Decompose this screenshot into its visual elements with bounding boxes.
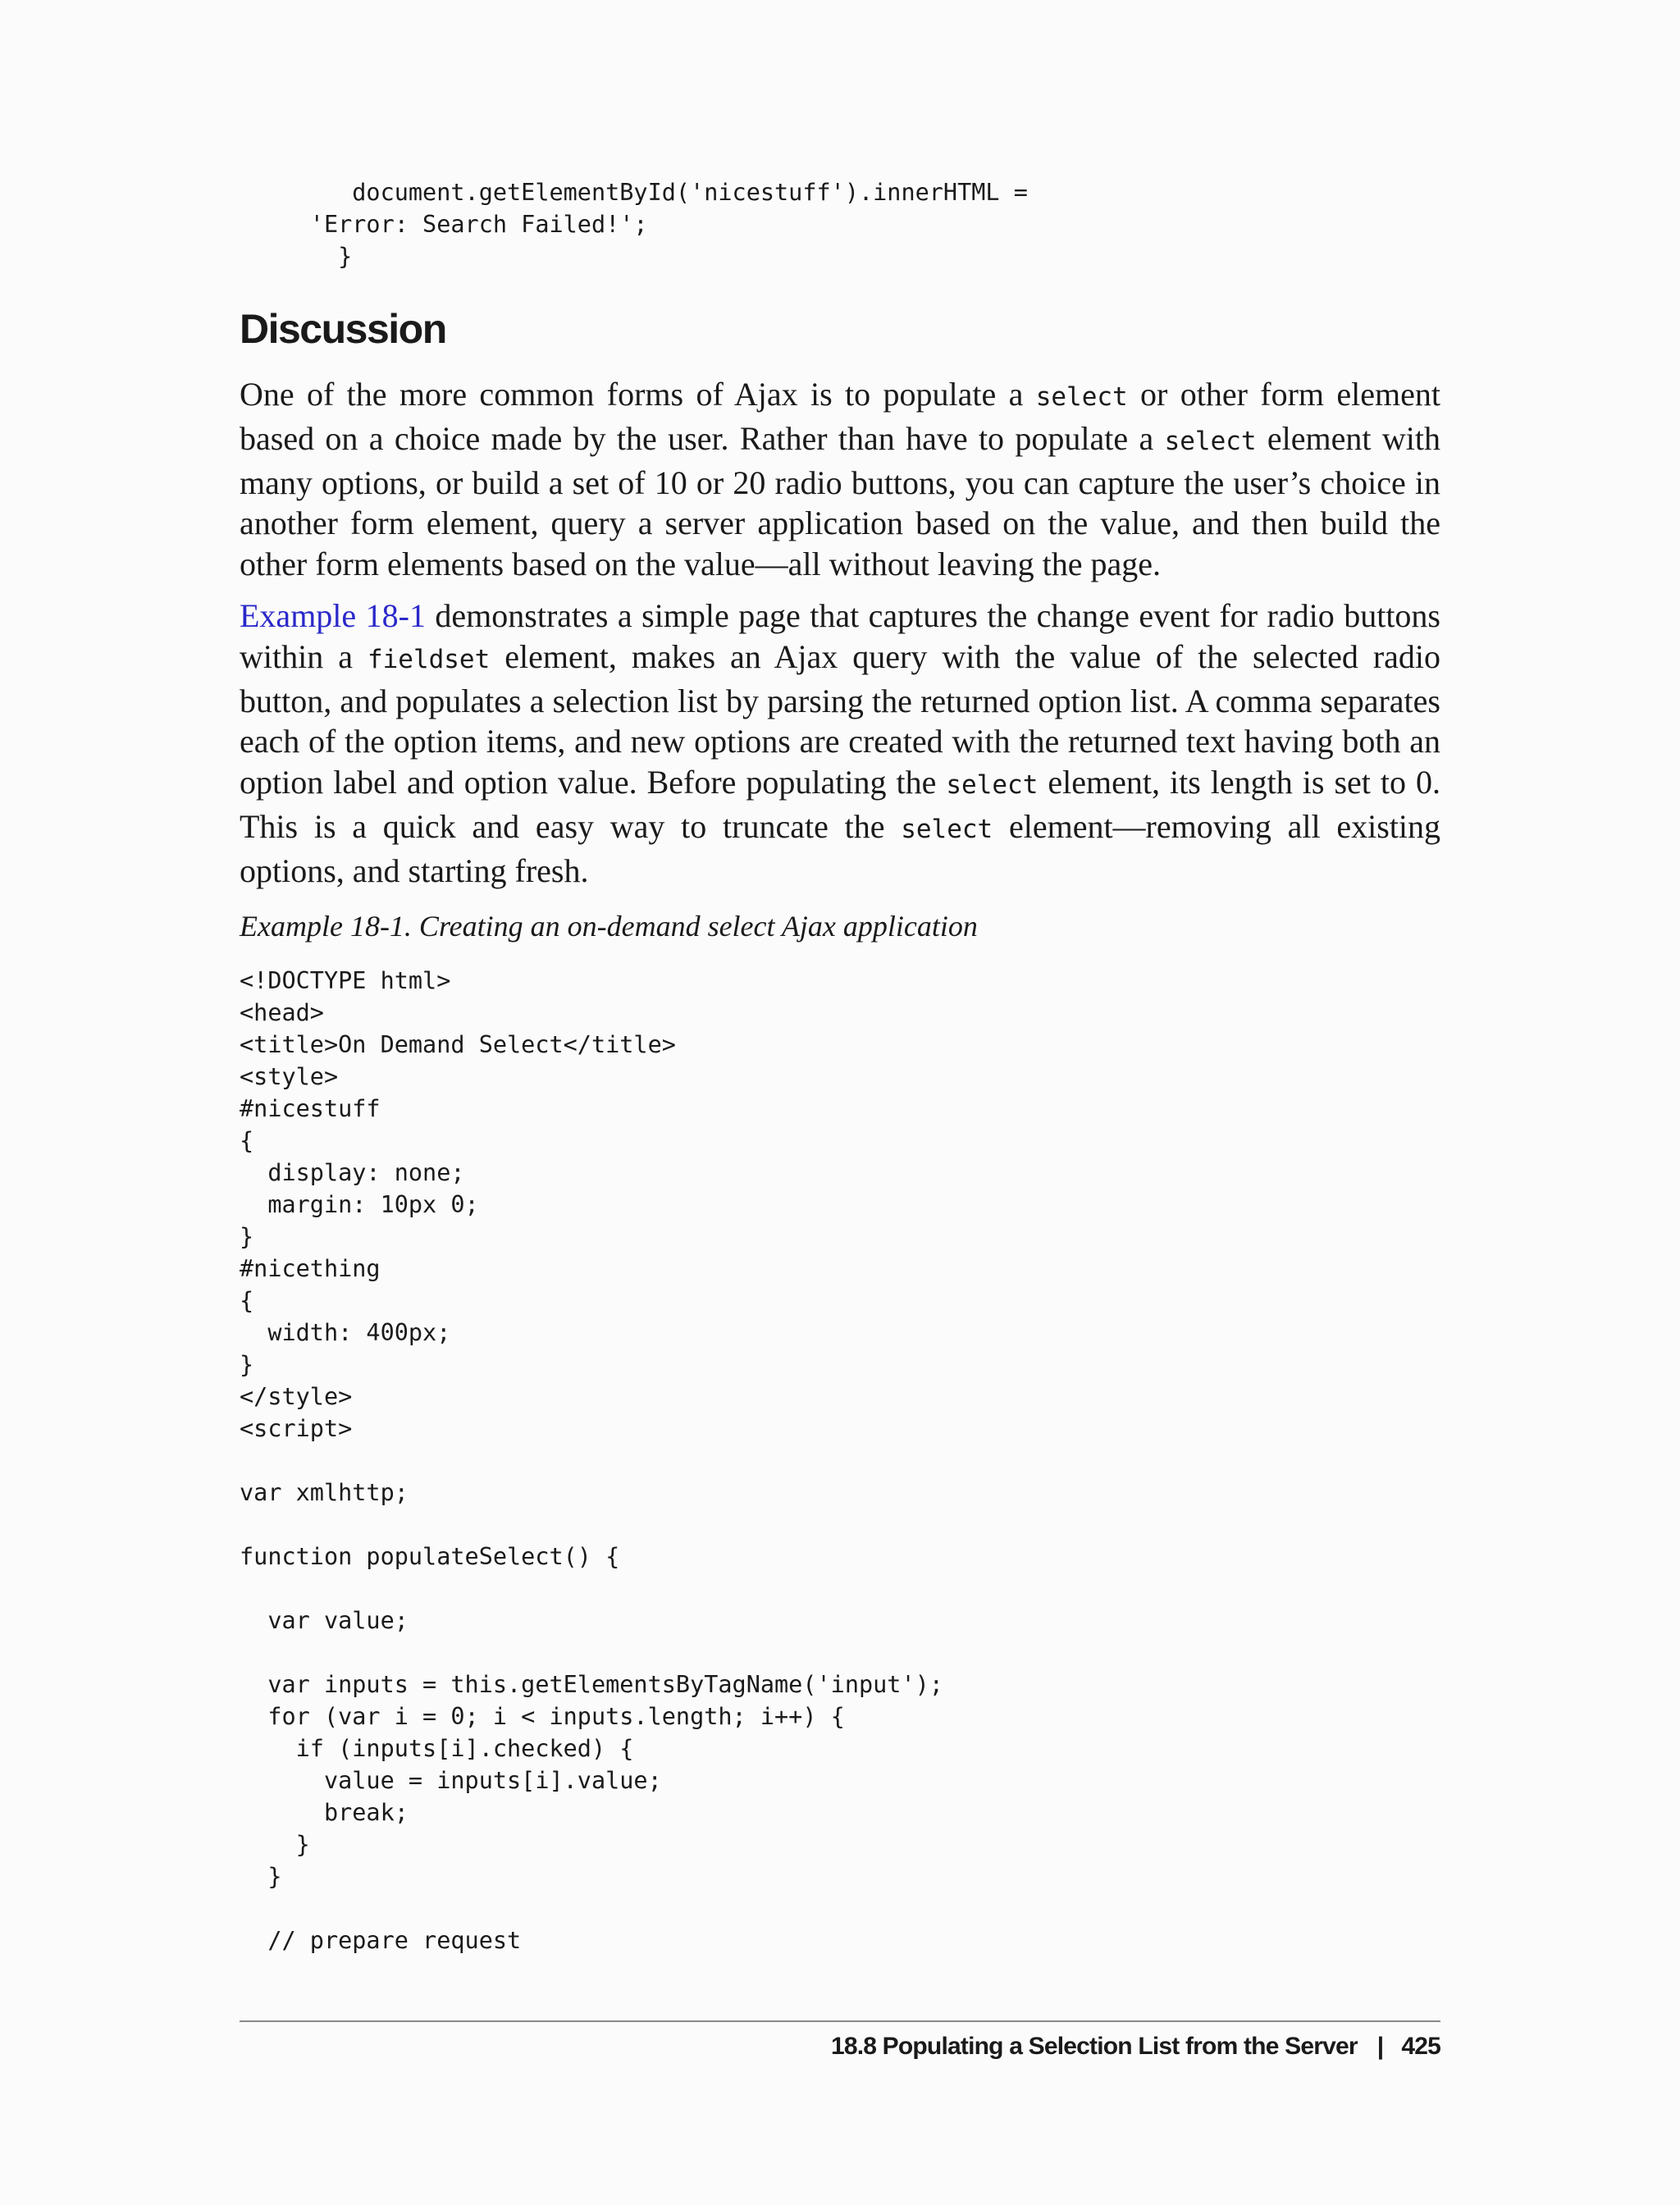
footer-separator: | (1376, 2033, 1384, 2060)
example-link[interactable]: Example 18-1 (240, 597, 426, 634)
footer-divider (240, 2020, 1440, 2022)
code-snippet-continuation: document.getElementById('nicestuff').innerHTML = 'Error: Search Failed!'; } (309, 179, 1028, 270)
book-page (240, 0, 1440, 2205)
inline-code: fieldset (367, 644, 491, 674)
page-number: 425 (1401, 2033, 1440, 2060)
example-caption: Example 18-1. Creating an on-demand select Ajax application (240, 910, 978, 943)
discussion-paragraph-1: One of the more common forms of Ajax is to populate a select or other form element based on a choice made by the user. Rather than have to populate a select element with many options, or build a set of 10 or 20 radio buttons, you can capture the user’s choice in another form element, query a server application based on the value, and then build the other form elements based on the value—all without leaving the page. (240, 376, 1440, 583)
inline-code: select (901, 814, 993, 844)
running-section-title: 18.8 Populating a Selection List from the Server (830, 2033, 1358, 2060)
inline-code: select (946, 770, 1039, 801)
page-footer (831, 2033, 1440, 2061)
discussion-paragraph-2: Example 18-1 demonstrates a simple page that captures the change event for radio buttons within a fieldset element, makes an Ajax query with the value of the selected radio button, and populates a selection list by parsing the returned option list. A comma separates each of the option items, and new options are created with the returned text having both an option label and option value. Before populating the select element, its length is set to 0. This is a quick and easy way to truncate the select element—removing all existing options, and starting fresh. (240, 597, 1441, 889)
section-heading: Discussion (240, 306, 446, 352)
example-code-listing: <!DOCTYPE html> <head> <title>On Demand Select</title> <style> #nicestuff { display: none; margin: 10px 0; } #nicething { width: 400px; } </style> <script> var xmlhttp; function populateSelect() { var value; var inputs = this.getElementsByTagName('input'); for (var i = 0; i < inputs.length; i++) { if (inputs[i].checked) { value = inputs[i].value; break; } } // prepare request (240, 967, 943, 1954)
inline-code: select (1035, 382, 1128, 412)
inline-code: select (1164, 426, 1257, 456)
